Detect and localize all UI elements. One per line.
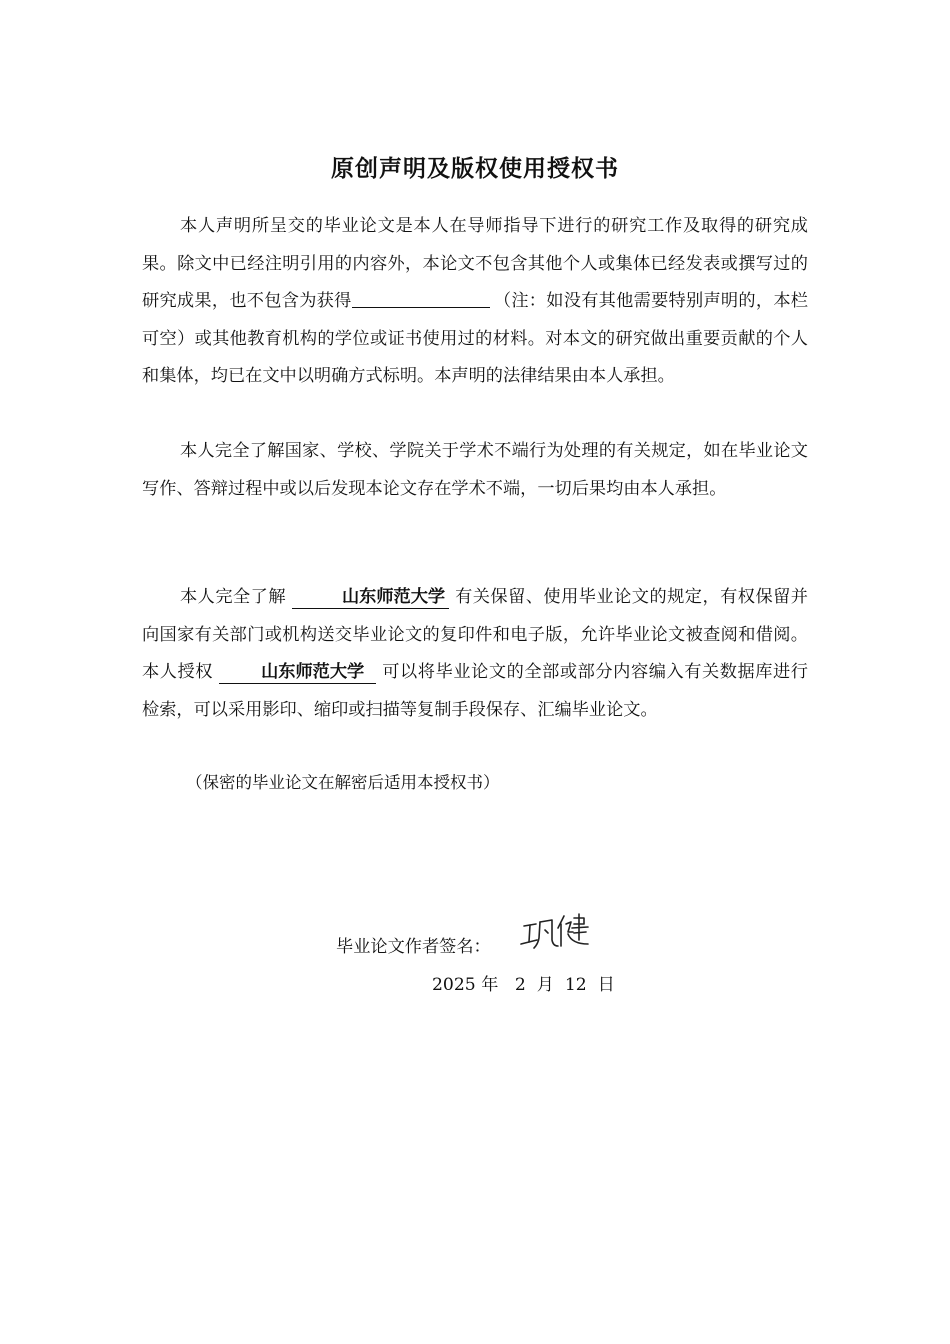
- handwritten-signature: [518, 908, 598, 956]
- authorization-text-3: 可以将毕业论文的全部或部分内容编入有关数据库进行检索，可以采用影印、缩印或扫描等复制手段保存、汇编毕业论文。: [142, 662, 808, 720]
- authorization-paragraph: [142, 579, 808, 729]
- declaration-text-a: 本人声明所呈交的毕业论文是本人在导师指导下进行的研究工作及取得的研究成果。除文中已经注明引用的内容外，本论文不包含其他个人或集体已经发表或撰写过的研究成果，也不包含为获得: [142, 216, 808, 311]
- date-day: 12: [564, 975, 587, 995]
- date-month-unit: 月: [536, 975, 554, 995]
- signature-label: 毕业论文作者签名：: [336, 937, 491, 957]
- commitment-text: 本人完全了解国家、学校、学院关于学术不端行为处理的有关规定，如在毕业论文写作、答辩过程中或以后发现本论文存在学术不端，一切后果均由本人承担。: [142, 441, 808, 499]
- date-year: 2025: [432, 975, 476, 995]
- confidential-note: （保密的毕业论文在解密后适用本授权书）: [186, 773, 500, 792]
- date-day-unit: 日: [597, 975, 615, 995]
- university-name-1: 山东师范大学: [292, 586, 449, 609]
- signing-date: [432, 970, 615, 1000]
- authorization-text-2: 有关保留、使用毕业论文的规定，有权保留并向国家有关部门或机构送交毕业论文的复印件和电子版，允许毕业论文被查阅和借阅。本人授权: [142, 587, 808, 682]
- date-year-unit: 年: [481, 975, 499, 995]
- degree-blank-field: [352, 287, 490, 308]
- declaration-paragraph: [142, 208, 808, 396]
- commitment-paragraph: [142, 433, 808, 508]
- university-name-2: 山东师范大学: [219, 661, 376, 684]
- date-month: 2: [514, 975, 526, 995]
- declaration-text-b: （注：如没有其他需要特别声明的，本栏可空）或其他教育机构的学位或证书使用过的材料。对本文的研究做出重要贡献的个人和集体，均已在文中以明确方式标明。本声明的法律结果由本人承担。: [142, 291, 808, 386]
- authorization-text-1: 本人完全了解: [180, 587, 287, 607]
- page-title: 原创声明及版权使用授权书: [331, 156, 619, 182]
